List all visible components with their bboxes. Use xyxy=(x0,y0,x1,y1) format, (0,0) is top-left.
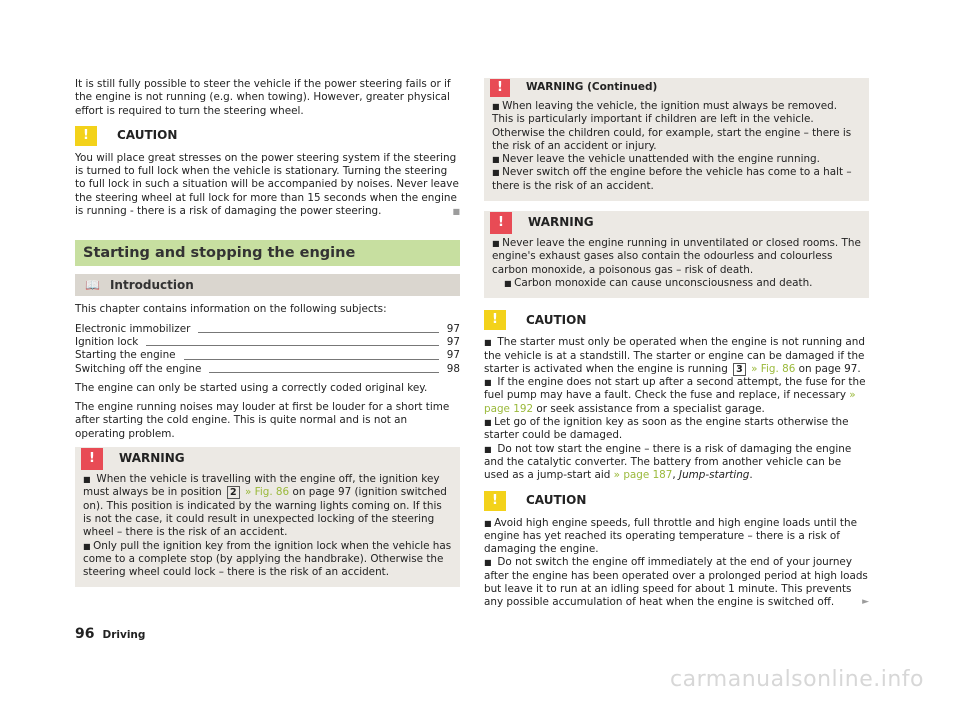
caution-body xyxy=(484,336,869,482)
introduction-heading xyxy=(75,274,460,296)
exclamation-icon: ! xyxy=(484,310,506,330)
intro-lead: This chapter contains information on the following subjects: xyxy=(75,303,387,316)
toc-item[interactable]: Electronic immobilizer 97 xyxy=(75,322,460,335)
warning-bullet: ■ Never leave the vehicle unattended with the engine running. xyxy=(492,153,861,166)
key-position-marker: 3 xyxy=(733,363,746,376)
page-link[interactable]: » page 187 xyxy=(613,469,673,482)
caution-title: CAUTION xyxy=(526,492,587,507)
watermark: carmanualsonline.info xyxy=(670,667,924,692)
warning-heading xyxy=(75,447,460,471)
caution-title: CAUTION xyxy=(526,312,587,327)
exclamation-icon: ! xyxy=(484,491,506,511)
book-icon: 📖 xyxy=(85,277,100,292)
caution-text: You will place great stresses on the power steering system if the steering is turned to full lock when the vehicle is stationary. Turning the steering to full lock in such a situation will be accompanied by noises. Never leave the steering wheel at full lock for more than 15 seconds when the engine is running - there is a risk of damaging the power steering. ■ xyxy=(75,151,460,218)
warning-bullet: ■ When leaving the vehicle, the ignition must always be removed. This is particularly important if children are left in the vehicle. Otherwise the children could, for example, start the engine – there is the risk of an accident or injury. xyxy=(492,100,861,153)
left-column xyxy=(75,78,460,597)
toc-item[interactable]: Ignition lock 97 xyxy=(75,335,460,348)
caution-bullet: ■ Do not switch the engine off immediately at the end of your journey after the engine has been operated over a prolonged period at high loads but leave it to run at an idling speed for about 1 minute. This prevents any possible accumulation of heat when the engine is switched off. ► xyxy=(484,556,869,609)
figure-link[interactable]: » Fig. 86 xyxy=(244,486,290,499)
caution-bullet: ■ Let go of the ignition key as soon as the engine starts otherwise the starter could be damaged. xyxy=(484,416,869,443)
exclamation-icon: ! xyxy=(75,126,97,146)
steering-paragraph: It is still fully possible to steer the vehicle if the power steering fails or if the engine is not running (e.g. when towing). However, greater physical effort is required to turn the steering wheel. xyxy=(75,78,451,117)
caution-bullet: ■ Avoid high engine speeds, full throttle and high engine loads until the engine has yet reached its operating temperature – there is a risk of damaging the engine. xyxy=(484,517,869,557)
warning-bullet: ■ When the vehicle is travelling with the engine off, the ignition key must always be in position 2 » Fig. 86 on page 97 (ignition switched on). This position is indicated by the warning lights coming on. If this is not the case, it could result in unexpected locking of the steering wheel – there is the risk of an accident. xyxy=(83,473,452,539)
exclamation-icon: ! xyxy=(490,212,512,234)
key-position-marker: 2 xyxy=(227,486,240,499)
caution-bullet: ■ The starter must only be operated when the engine is not running and the vehicle is at a standstill. The starter or engine can be damaged if the starter is activated when the engine is running 3 » Fig. 86 on page 97. xyxy=(484,336,869,376)
warning-continued-title: WARNING (Continued) xyxy=(526,81,658,94)
key-paragraph: The engine can only be started using a correctly coded original key. xyxy=(75,381,428,394)
warning-continued-box xyxy=(484,78,869,201)
noise-paragraph: The engine running noises may louder at first be louder for a short time after starting the cold engine. This is quite normal and is not an operating problem. xyxy=(75,401,450,440)
exclamation-icon: ! xyxy=(490,79,510,97)
caution-title: CAUTION xyxy=(117,128,178,143)
warning-title: WARNING xyxy=(528,215,594,230)
toc-item[interactable]: Starting the engine 97 xyxy=(75,349,460,362)
toc-item[interactable]: Switching off the engine 98 xyxy=(75,362,460,375)
caution-heading xyxy=(75,124,460,148)
caution-bullet: ■ Do not tow start the engine – there is a risk of damaging the engine and the catalytic converter. The battery from another vehicle can be used as a jump-start aid » page 187, Jump-starting. xyxy=(484,443,869,483)
caution-heading xyxy=(484,308,869,332)
warning-box xyxy=(75,447,460,587)
page-link[interactable]: » page 192 xyxy=(484,389,856,415)
section-title: Starting and stopping the engine xyxy=(75,240,460,266)
warning-bullet: ■ Never leave the engine running in unventilated or closed rooms. The engine's exhaust gases also contain the odourless and colourless carbon monoxide, a poisonous gas – risk of death. xyxy=(492,237,861,277)
exclamation-icon: ! xyxy=(81,448,103,470)
caution-body xyxy=(484,517,869,610)
warning-box xyxy=(484,211,869,298)
introduction-title: Introduction xyxy=(109,277,194,292)
warning-title: WARNING xyxy=(119,451,185,466)
continue-arrow-icon: ► xyxy=(862,597,869,608)
warning-bullet: ■ Only pull the ignition key from the ignition lock when the vehicle has come to a complete stop (by applying the handbrake). Otherwise the steering wheel could lock – there is the risk of an accident. xyxy=(83,540,452,580)
page-number: 96 xyxy=(75,626,95,642)
section-end-icon: ■ xyxy=(452,207,460,217)
warning-bullet: ■ Never switch off the engine before the vehicle has come to a halt – there is the risk of an accident. xyxy=(492,166,861,193)
page-footer xyxy=(75,628,145,642)
right-column xyxy=(484,78,869,610)
warning-heading xyxy=(484,211,869,235)
footer-section: Driving xyxy=(102,629,146,641)
warning-bullet: ■ Carbon monoxide can cause unconsciousness and death. xyxy=(492,277,861,290)
figure-link[interactable]: » Fig. 86 xyxy=(751,362,796,375)
warning-continued-heading xyxy=(484,78,869,98)
caution-heading xyxy=(484,489,869,513)
table-of-contents xyxy=(75,323,460,376)
caution-bullet: ■ If the engine does not start up after a second attempt, the fuse for the fuel pump may have a fault. Check the fuse and replace, if necessary » page 192 or seek assistance from a specialist garage. xyxy=(484,376,869,416)
